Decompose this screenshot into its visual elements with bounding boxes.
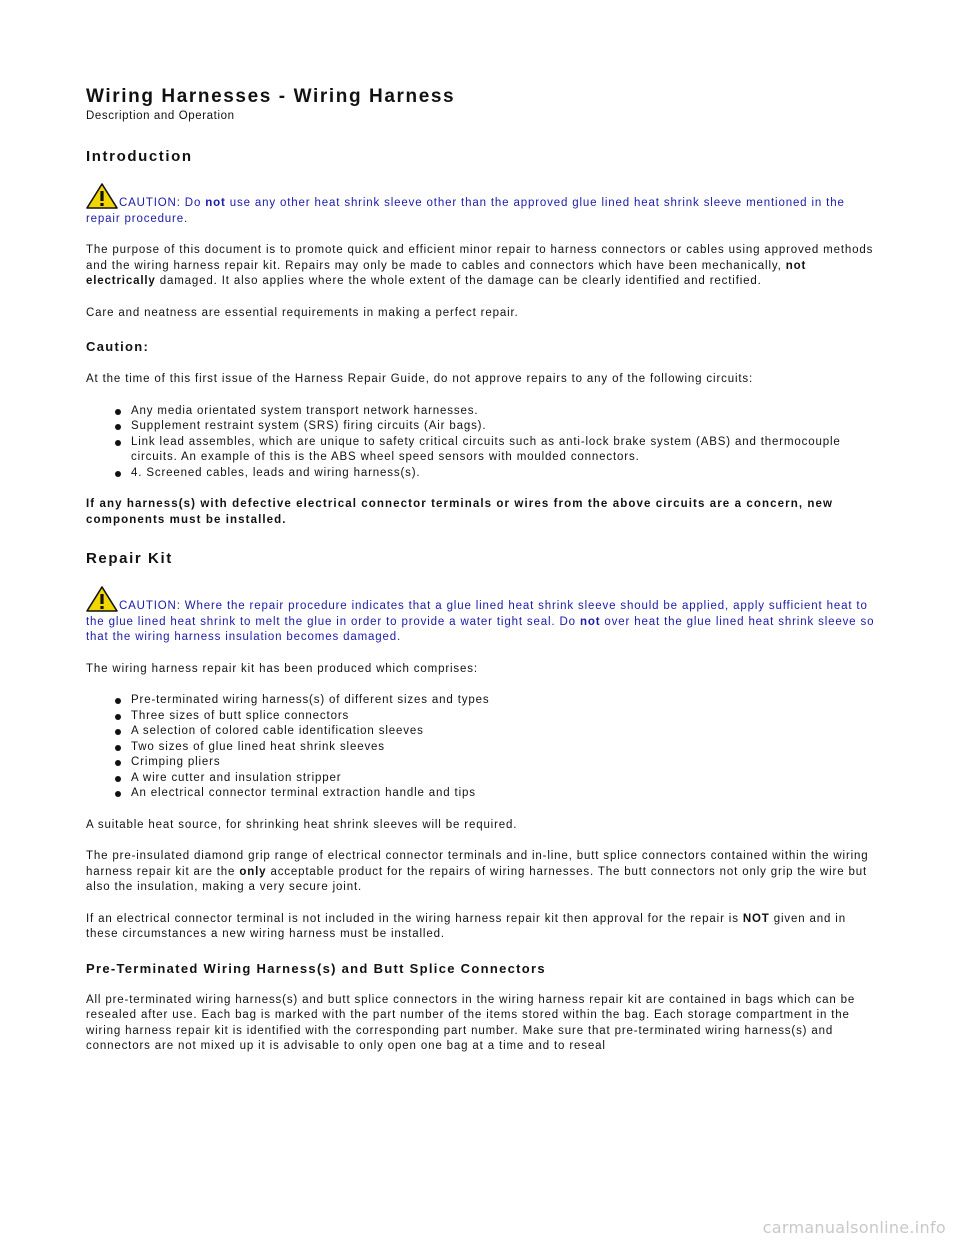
- list-item: A wire cutter and insulation stripper: [86, 771, 876, 787]
- caution-bold-note: If any harness(s) with defective electrical connector terminals or wires from the above circuits are a concern, new components must be installed.: [86, 498, 834, 526]
- repair-kit-paragraph-1: The wiring harness repair kit has been produced which comprises:: [86, 662, 478, 675]
- page-subtitle: Description and Operation: [86, 110, 235, 122]
- intro-paragraph-2: Care and neatness are essential requirements in making a perfect repair.: [86, 306, 519, 319]
- list-item: Crimping pliers: [86, 755, 876, 771]
- intro-p1-bold: not electrically: [86, 259, 807, 287]
- heading-repair-kit: Repair Kit: [86, 550, 173, 567]
- list-item: Link lead assembles, which are unique to safety critical circuits such as anti-lock brake system (ABS) and thermocouple circuits. An example of this is the ABS wheel speed sensors with moulded connectors.: [86, 435, 876, 466]
- repair-kit-p3-text-end: acceptable product for the repairs of wiring harnesses. The butt connectors not only grip the wire but also the insulation, making a very secure joint.: [86, 865, 868, 893]
- list-item: Pre-terminated wiring harness(s) of different sizes and types: [86, 693, 876, 709]
- caution-intro-pre: CAUTION: Do: [119, 197, 206, 209]
- footer-watermark: carmanualsonline.info: [762, 1218, 946, 1237]
- repair-kit-p4-text: If an electrical connector terminal is not included in the wiring harness repair kit then approval for the repair is: [86, 912, 743, 925]
- heading-introduction: Introduction: [86, 148, 193, 165]
- caution-intro-post: use any other heat shrink sleeve other than the approved glue lined heat shrink sleeve mentioned in the repair procedure.: [86, 197, 845, 225]
- list-item: Supplement restraint system (SRS) firing circuits (Air bags).: [86, 419, 876, 435]
- pre-terminated-paragraph-1: All pre-terminated wiring harness(s) and butt splice connectors in the wiring harness repair kit are contained in bags which can be resealed after use. Each bag is marked with the part number of the items stored within the bag. Each storage compartment in the wiring harness repair kit is identified with the corresponding part number. Make sure that pre-terminated wiring harness(s) and connectors are not mixed up it is advisable to only open one bag at a time and to reseal: [86, 993, 856, 1052]
- repair-kit-list: [86, 693, 876, 802]
- list-item: An electrical connector terminal extraction handle and tips: [86, 786, 876, 802]
- intro-paragraph-1: [86, 243, 876, 290]
- list-item: Two sizes of glue lined heat shrink sleeves: [86, 740, 876, 756]
- repair-kit-p4-bold: NOT: [742, 912, 770, 925]
- intro-p1-text: The purpose of this document is to promote quick and efficient minor repair to harness connectors or cables using approved methods and the wiring harness repair kit. Repairs may only be made to cables and connectors which have been mechanically,: [86, 244, 874, 272]
- page-title: Wiring Harnesses - Wiring Harness: [86, 86, 456, 107]
- repair-kit-p3-text: The pre-insulated diamond grip range of electrical connector terminals and in-line, butt splice connectors contained within the wiring harness repair kit are the: [86, 850, 869, 878]
- warning-triangle-icon: [86, 586, 118, 612]
- heading-pre-terminated: Pre-Terminated Wiring Harness(s) and Butt Splice Connectors: [86, 960, 546, 976]
- repair-kit-paragraph-2: A suitable heat source, for shrinking heat shrink sleeves will be required.: [86, 818, 518, 831]
- caution-paragraph-1: At the time of this first issue of the Harness Repair Guide, do not approve repairs to any of the following circuits:: [86, 373, 754, 385]
- list-item: Any media orientated system transport network harnesses.: [86, 404, 876, 420]
- repair-kit-p3-bold: only: [239, 865, 267, 878]
- caution-kit-pre: CAUTION: Where the repair procedure indicates that a glue lined heat shrink sleeve should be applied, apply sufficient heat to the glue lined heat shrink to melt the glue in order to provide a water tight seal. Do: [86, 600, 868, 628]
- caution-intro-bold: not: [205, 197, 226, 209]
- caution-repair-kit: [86, 586, 876, 646]
- repair-kit-paragraph-3: [86, 849, 876, 896]
- list-item: Three sizes of butt splice connectors: [86, 709, 876, 725]
- caution-kit-bold: not: [579, 615, 601, 628]
- warning-triangle-icon: [86, 183, 118, 209]
- document-page: [86, 86, 876, 1055]
- repair-kit-p4-text-end: given and in these circumstances a new wiring harness must be installed.: [86, 912, 846, 940]
- list-item: 4. Screened cables, leads and wiring harness(s).: [86, 466, 876, 482]
- repair-kit-paragraph-4: [86, 912, 876, 943]
- intro-p1-text-end: damaged. It also applies where the whole extent of the damage can be clearly identified and rectified.: [155, 275, 762, 287]
- list-item: A selection of colored cable identification sleeves: [86, 724, 876, 740]
- caution-circuit-list: [86, 404, 876, 482]
- caution-intro: [86, 183, 876, 227]
- caution-kit-post: over heat the glue lined heat shrink sleeve so that the wiring harness insulation becomes damaged.: [86, 615, 875, 643]
- heading-caution: Caution:: [86, 339, 150, 354]
